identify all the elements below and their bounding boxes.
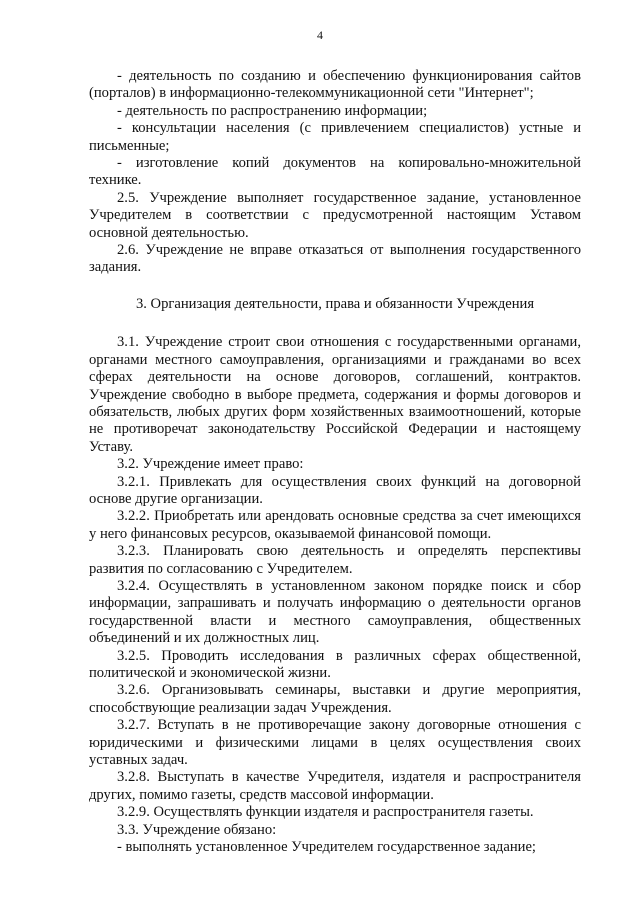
- paragraph: 3.2.4. Осуществлять в установленном законом порядке поиск и сбор информации, запрашивать и получать информацию о деятельности органов государственной власти и местного самоуправления, общественных объединений и их должностных лиц.: [89, 577, 581, 647]
- paragraph: 2.6. Учреждение не вправе отказаться от выполнения государственного задания.: [89, 242, 581, 276]
- paragraph: - выполнять установленное Учредителем государственное задание;: [117, 839, 536, 856]
- paragraph: 3.2.9. Осуществлять функции издателя и распространителя газеты.: [117, 804, 534, 821]
- page-number: 4: [317, 28, 323, 42]
- document-body: [89, 68, 581, 856]
- paragraph: - деятельность по распространению информации;: [117, 102, 428, 119]
- paragraph: 3.2. Учреждение имеет право:: [117, 456, 304, 473]
- paragraph: - деятельность по созданию и обеспечению функционирования сайтов (порталов) в информационно-телекоммуникационной сети "Интернет";: [89, 68, 581, 102]
- paragraph: - консультации населения (с привлечением специалистов) устные и письменные;: [89, 120, 581, 154]
- paragraph: 3.2.7. Вступать в не противоречащие закону договорные отношения с юридическими и физическими лицами в целях осуществления своих уставных задач.: [89, 717, 581, 769]
- paragraph: 2.5. Учреждение выполняет государственное задание, установленное Учредителем в соответствии с предусмотренной настоящим Уставом основной деятельностью.: [89, 189, 581, 241]
- paragraph: 3.2.5. Проводить исследования в различных сферах общественной, политической и экономической жизни.: [89, 647, 581, 681]
- paragraph: 3.2.2. Приобретать или арендовать основные средства за счет имеющихся у него финансовых ресурсов, оказываемой финансовой помощи.: [89, 508, 581, 542]
- paragraph: - изготовление копий документов на копировально-множительной технике.: [89, 155, 581, 189]
- paragraph: 3.3. Учреждение обязано:: [117, 821, 277, 838]
- paragraph: 3.1. Учреждение строит свои отношения с государственными органами, органами местного самоуправления, организациями и гражданами во всех сферах деятельности на основе договоров, соглашений, контрактов. Учреждение свободно в выборе предмета, содержания и формы договоров и обязательств, любых других форм хозяйственных взаимоотношений, которые не противоречат законодательству Российской Федерации и настоящему Уставу.: [89, 334, 581, 455]
- paragraph: 3.2.3. Планировать свою деятельность и определять перспективы развития по согласованию с Учредителем.: [89, 543, 581, 577]
- paragraph: 3.2.1. Привлекать для осуществления своих функций на договорной основе другие организации.: [89, 473, 581, 507]
- paragraph: 3.2.8. Выступать в качестве Учредителя, издателя и распространителя других, помимо газеты, средств массовой информации.: [89, 769, 581, 803]
- paragraph: 3.2.6. Организовывать семинары, выставки и другие мероприятия, способствующие реализации задач Учреждения.: [89, 682, 581, 716]
- section-heading: 3. Организация деятельности, права и обязанности Учреждения: [135, 295, 535, 312]
